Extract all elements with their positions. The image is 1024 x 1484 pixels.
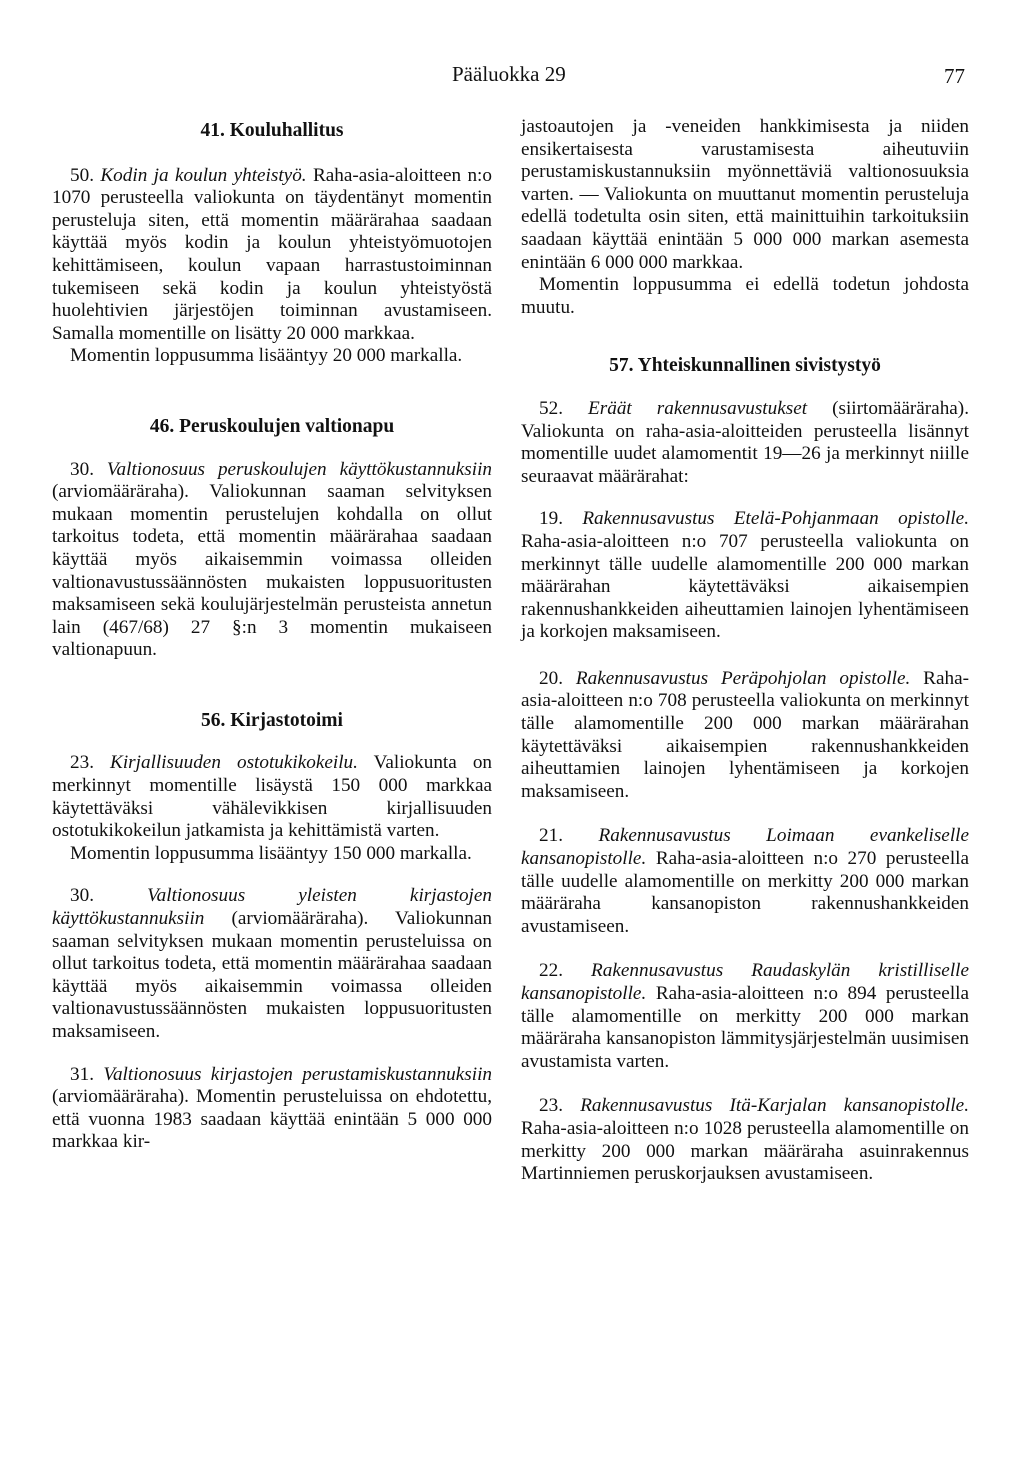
item-title: Kirjallisuuden ostotukikokeilu. bbox=[110, 752, 358, 774]
heading-yhteiskunnallinen-sivistystyo: 57. Yhteiskunnallinen sivistystyö bbox=[609, 355, 881, 377]
item-text: Raha-asia-aloitteen n:o 707 perusteella valiokunta on merkinnyt tälle uudelle alamomentille 200 000 markan määrärahan käytettäväksi aikaisempien rakennushankkeiden aiheuttamien lainojen lyhentämiseen ja korkojen maksamiseen. bbox=[521, 530, 969, 643]
item-number: 22. bbox=[539, 960, 563, 982]
item-title: Eräät rakennusavustukset bbox=[588, 397, 808, 419]
item-number: 31. bbox=[70, 1063, 94, 1085]
item-number: 20. bbox=[539, 667, 563, 689]
page-header-section: Pääluokka 29 bbox=[452, 62, 566, 86]
item-text: (arviomääräraha). Valiokunnan saaman selvityksen mukaan momentin perusteluissa on ollut tarkoitus todeta, että momentin määrärahaa saadaan käyttää myös aikaisemmin voimassa olleiden valtionavustussäännösten mukaisten loppusuoritusten maksamiseen. bbox=[52, 908, 492, 1042]
item-text: (arviomääräraha). Valiokunnan saaman selvityksen mukaan momentin perustelujen kohdalla on ollut tarkoitus todeta, että momentin määrärahaa saadaan käyttää myös aikaisemmin voimassa olleiden valtionavustussäännösten mukaisten loppusuoritusten maksamiseen sekä koulujärjestelmän perusteista annetun lain (467/68) 27 §:n 3 momentin mukaiseen valtionapuun. bbox=[52, 481, 492, 661]
item-title: Rakennusavustus Raudaskylän kristilliselle kansanopistolle. bbox=[521, 960, 969, 1004]
item-title: Rakennusavustus Etelä-Pohjanmaan opistolle. bbox=[582, 508, 969, 530]
item-text: Raha-asia-aloitteen n:o 1028 perusteella alamomentille on merkitty 200 000 markan määräraha asuinrakennus Martinniemen peruskorjauksen avustamiseen. bbox=[521, 1117, 969, 1185]
paragraph-continuation: jastoautojen ja -veneiden hankkimisesta ja niiden ensikertaisesta varustamisesta aiheutuviin perustamiskustannuksiin myönnettäviä valtionosuuksia varten. — Valiokunta on muuttanut momentin perusteluja edellä todetulta osin siten, että mainittuihin tarkoituksiin saadaan käyttää enintään 5 000 000 markan asemesta enintään 6 000 000 markkaa. bbox=[521, 116, 969, 273]
paragraph-20 bbox=[521, 668, 969, 804]
item-text: Raha-asia-aloitteen n:o 270 perusteella tälle uudelle alamomentille on merkitty 200 000 markan määräraha kansanopiston rakennushankkeiden avustamiseen. bbox=[521, 848, 969, 937]
item-text: Raha-asia-aloitteen n:o 894 perusteella tälle alamomentille on merkitty 200 000 markan määräraha kansanopiston lämmitysjärjestelmän uusimisen avustamista varten. bbox=[521, 983, 969, 1072]
item-title: Rakennusavustus Loimaan evankeliselle kansanopistolle. bbox=[521, 825, 969, 870]
item-text: Valiokunta on merkinnyt momentille lisäystä 150 000 markkaa käytettäväksi vähälevikkisen kirjallisuuden ostotukikokeilun jatkamista ja kehittämistä varten. bbox=[52, 752, 493, 842]
item-title: Valtionosuus yleisten kirjastojen käyttökustannuksiin bbox=[52, 885, 493, 930]
paragraph-sum-note-3: Momentin loppusumma ei edellä todetun johdosta muutu. bbox=[521, 274, 969, 318]
paragraph-23b bbox=[521, 1095, 969, 1185]
item-title: Kodin ja koulun yhteistyö. bbox=[100, 164, 307, 186]
item-title: Valtionosuus kirjastojen perustamiskustannuksiin bbox=[103, 1063, 492, 1085]
paragraph-30b bbox=[52, 885, 492, 1043]
heading-kouluhallitus: 41. Kouluhallitus bbox=[200, 120, 344, 141]
paragraph-23 bbox=[52, 752, 492, 842]
item-number: 19. bbox=[539, 508, 563, 530]
paragraph-sum-note-2: Momentin loppusumma lisääntyy 150 000 markalla. bbox=[70, 842, 472, 864]
item-text: Raha-asia-aloitteen n:o 1070 perusteella valiokunta on täydentänyt momentin perusteluja siten, että momentin määrärahaa saadaan käyttää myös kodin ja koulun yhteistyömuotojen kehittämiseen, koulun vapaan harrastustoiminnan tukemiseen sekä kodin ja koulun yhteistyöstä huolehtivien järjestöjen toiminnan avustamiseen. Samalla momentille on lisätty 20 000 markkaa. bbox=[52, 164, 492, 344]
heading-peruskoulujen-valtionapu: 46. Peruskoulujen valtionapu bbox=[149, 415, 395, 437]
page-number: 77 bbox=[944, 64, 965, 88]
paragraph-30a bbox=[52, 459, 492, 662]
item-title: Rakennusavustus Peräpohjolan opistolle. bbox=[575, 667, 911, 689]
item-text: Raha-asia-aloitteen n:o 708 perusteella valiokunta on merkinnyt tälle alamomentille 200 000 markan määrärahan käytettäväksi aikaisempien rakennushankkeiden aiheuttamien lainojen lyhentämiseen ja korkojen maksamiseen. bbox=[521, 667, 969, 802]
item-number: 23. bbox=[70, 752, 94, 774]
item-text: (arviomääräraha). Momentin perusteluissa on ehdotettu, että vuonna 1983 saadaan käyttää enintään 5 000 000 markkaa kir- bbox=[52, 1086, 492, 1153]
item-text: (siirtomääräraha). Valiokunta on raha-asia-aloitteiden perusteella lisännyt momentille uudet alamomentit 19—26 ja merkinnyt niille seuraavat määrärahat: bbox=[521, 397, 969, 487]
paragraph-22 bbox=[521, 960, 969, 1073]
left-column bbox=[52, 112, 492, 1154]
paragraph-52 bbox=[521, 398, 969, 488]
paragraph-50 bbox=[52, 165, 492, 346]
paragraph-19 bbox=[521, 508, 969, 644]
item-title: Valtionosuus peruskoulujen käyttökustannuksiin bbox=[106, 458, 492, 480]
item-number: 52. bbox=[539, 397, 563, 419]
item-number: 21. bbox=[539, 825, 563, 847]
paragraph-21 bbox=[521, 825, 969, 938]
item-title: Rakennusavustus Itä-Karjalan kansanopistolle. bbox=[580, 1095, 969, 1117]
item-number: 30. bbox=[70, 885, 94, 907]
item-number: 30. bbox=[70, 458, 94, 480]
paragraph-sum-note: Momentin loppusumma lisääntyy 20 000 markalla. bbox=[70, 345, 463, 367]
item-number: 23. bbox=[539, 1095, 563, 1117]
right-column bbox=[521, 112, 969, 1186]
heading-kirjastotoimi: 56. Kirjastotoimi bbox=[201, 709, 343, 731]
paragraph-31 bbox=[52, 1064, 492, 1154]
item-number: 50. bbox=[70, 164, 94, 186]
